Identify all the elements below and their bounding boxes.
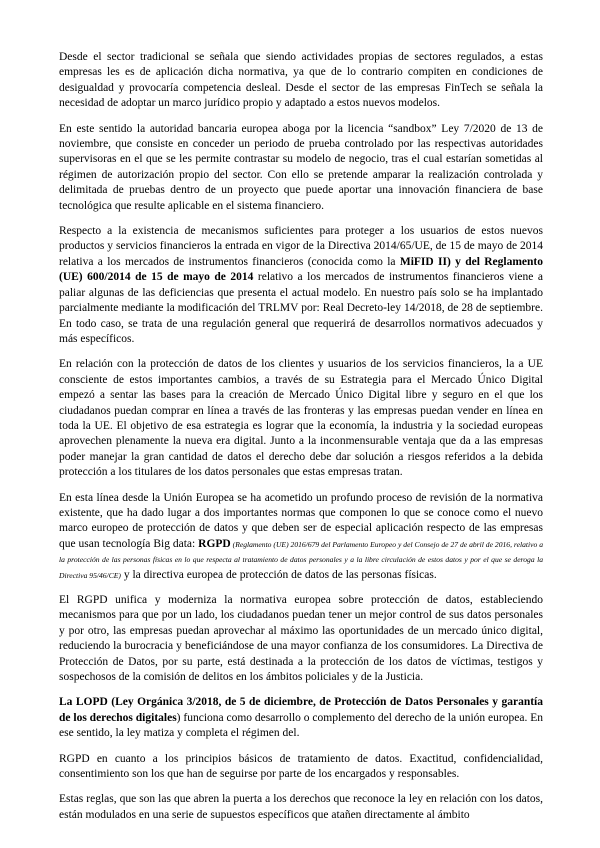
- paragraph-mifid: [59, 224, 543, 347]
- mifid-reference-bold: MiFID II) y del Reglamento (UE) 600/2014 de 15 de mayo de 2014: [59, 255, 544, 284]
- paragraph-lopd: [59, 695, 543, 741]
- paragraph-reglas: [59, 792, 543, 823]
- document-page: [59, 50, 543, 833]
- paragraph-sector-tradicional: [59, 50, 543, 112]
- paragraph-rgpd-unifica: [59, 593, 543, 685]
- paragraph-text: Respecto a la existencia de mecanismos suficientes para proteger a los usuarios de estos nuevos productos y servicios financieros la entrada en vigor de la Directiva 2014/65/UE, de 15 de mayo de 2014 relativa a los mercados de instrumentos financieros (conocida como la: [59, 225, 543, 268]
- rgpd-bold: RGPD: [198, 537, 231, 550]
- paragraph-text: En esta línea desde la Unión Europea se ha acometido un profundo proceso de revisión de la normativa existente, que ha dado lugar a dos importantes normas que componen lo que se conoce como el nuevo marco europeo de protección de datos y que deben ser de especial aplicación respecto de las empresas que usan tecnología Big data:: [59, 491, 543, 550]
- paragraph-text: ) funciona como desarrollo o complemento del derecho de la unión europea. En ese sentido, la ley matiza y completa el régimen del.: [59, 711, 543, 740]
- rgpd-citation-italic: (Reglamento (UE) 2016/679 del Parlamento Europeo y del Consejo de 27 de abril de 2016, relativo a la protección de las personas físicas en lo que respecta al tratamiento de datos personales y a la libre circulación de estos datos y por el que se deroga la Directiva 95/46/CE): [59, 539, 544, 580]
- paragraph-text: Estas reglas, que son las que abren la puerta a los derechos que reconoce la ley en relación con los datos, están modulados en una serie de supuestos específicos que atañen directamente al ámbito: [59, 793, 543, 821]
- paragraph-union-europea: [59, 491, 543, 583]
- paragraph-sandbox: [59, 122, 543, 214]
- lopd-bold: La LOPD (Ley Orgánica 3/2018, de 5 de diciembre, de Protección de Datos Personales y garantía de los derechos digitales: [59, 696, 543, 724]
- paragraph-proteccion-datos: [59, 357, 543, 480]
- paragraph-text: El RGPD unifica y moderniza la normativa europea sobre protección de datos, estableciendo mecanismos para que por un lado, los ciudadanos puedan tener un mejor control de sus datos personales y por otro, las empresas puedan aprovechar al máximo las oportunidades de un mercado único digital, reduciendo la burocracia y beneficiándose de una mayor confianza de los consumidores. La Directiva de Protección de Datos, por su parte, está destinada a la protección de los datos de víctimas, testigos y sospechosos de la comisión de delitos en los ámbitos policiales y de la Justicia.: [59, 594, 543, 684]
- paragraph-text: y la directiva europea de protección de datos de las personas físicas.: [120, 568, 437, 581]
- paragraph-rgpd-principios: [59, 752, 543, 783]
- paragraph-text: RGPD en cuanto a los principios básicos de tratamiento de datos. Exactitud, confidencialidad, consentimiento son los que han de seguirse por parte de los encargados y responsables.: [59, 752, 543, 781]
- paragraph-text: relativo a los mercados de instrumentos financieros viene a paliar algunas de las deficiencias que presenta el actual modelo. En nuestro país solo se ha implantado parcialmente mediante la modificación del TRLMV por: Real Decreto-ley 14/2018, de 28 de septiembre. En todo caso, se trata de una regulación general que requerirá de desarrollos normativos adecuados y más específicos.: [59, 271, 543, 345]
- paragraph-text: En relación con la protección de datos de los clientes y usuarios de los servicios financieros, la a UE consciente de estos importantes cambios, a través de su Estrategia para el Mercado Único Digital empezó a sentar las bases para la creación de Mercado Único Digital libre y seguro en el que los ciudadanos puedan comprar en línea a través de las fronteras y las empresas puedan vender en línea en toda la UE. El objetivo de esa estrategia es lograr que la economía, la industria y la sociedad europeas aprovechen plenamente la nueva era digital. Junto a la inconmensurable ventaja que da a las empresas poder manejar la gran cantidad de datos el derecho debe dar solución a riesgos referidos a la debida protección a los titulares de los datos personales que estas empresas tratan.: [59, 358, 543, 479]
- paragraph-text: En este sentido la autoridad bancaria europea aboga por la licencia “sandbox” Ley 7/2020 de 13 de noviembre, que consiste en conceder un periodo de prueba controlado por las respectivas autoridades supervisoras en el que se les permite contrastar su modelo de negocio, tras el cual estarían sometidas al régimen de autorización propio del sector. Con ello se pretende amparar la realización controlada y delimitada de pruebas dentro de un proyecto que puede aportar una innovación financiera de base tecnológica que resulte aplicable en el sistema financiero.: [59, 122, 543, 212]
- paragraph-text: Desde el sector tradicional se señala que siendo actividades propias de sectores regulados, a estas empresas les es de aplicación dicha normativa, ya que de lo contrario compiten en condiciones de desigualdad y provocaría competencia desleal. Desde el sector de las empresas FinTech se señala la necesidad de adoptar un marco jurídico propio y adaptado a estos nuevos modelos.: [59, 51, 543, 110]
